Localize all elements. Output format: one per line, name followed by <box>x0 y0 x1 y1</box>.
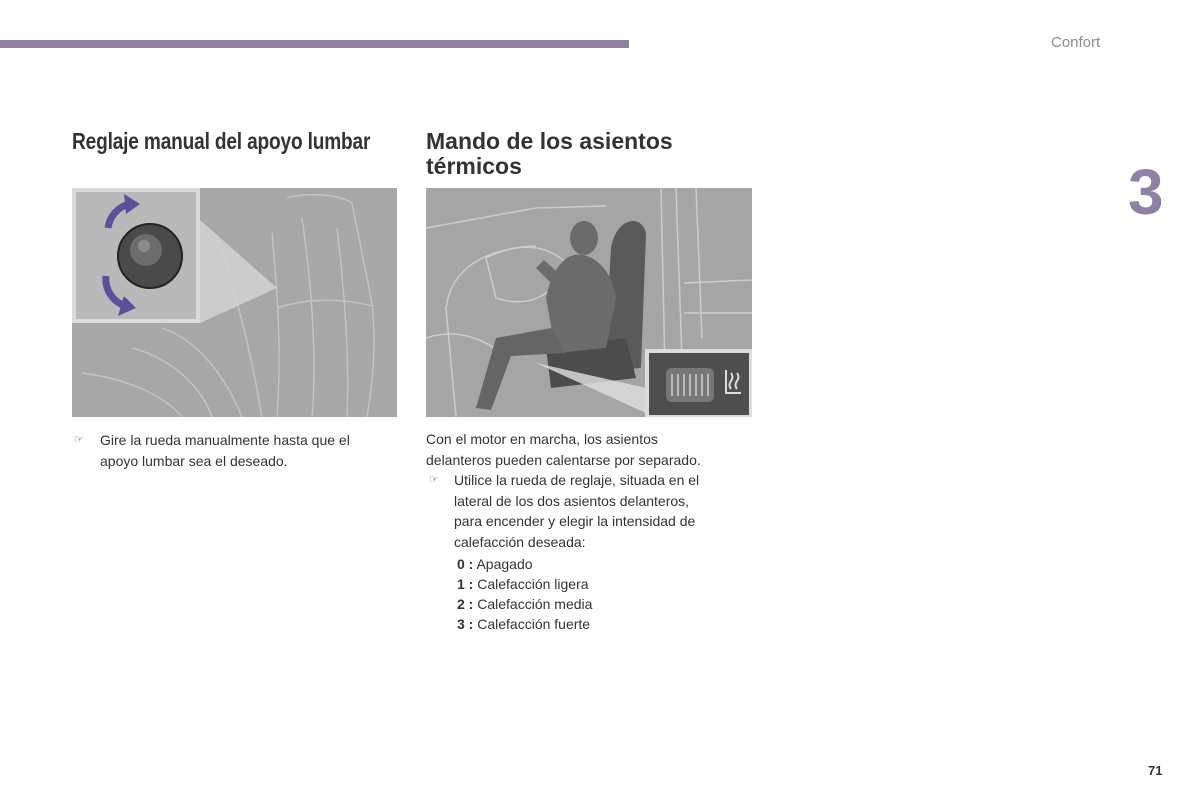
legend-value: Apagado <box>476 556 533 572</box>
legend-key: 1 : <box>457 576 474 592</box>
lumbar-heading: Reglaje manual del apoyo lumbar <box>72 128 371 154</box>
legend-item <box>457 574 589 594</box>
legend-value: Calefacción media <box>477 596 593 612</box>
heated-instruction-line-3: para encender y elegir la intensidad de <box>454 513 696 529</box>
lumbar-illustration <box>72 188 397 417</box>
intro-line-1: Con el motor en marcha, los asientos <box>426 431 658 447</box>
lumbar-knob-icon <box>118 224 182 288</box>
lumbar-instruction-line-2: apoyo lumbar sea el deseado. <box>100 452 288 469</box>
lumbar-instruction-line-1: Gire la rueda manualmente hasta que el <box>100 432 350 448</box>
legend-key: 0 : <box>457 556 474 572</box>
page-number: 71 <box>1148 763 1163 778</box>
heated-seats-heading-line-1: Mando de los asientos <box>426 128 673 154</box>
legend-value: Calefacción ligera <box>477 576 589 592</box>
header-accent-bar <box>0 40 629 48</box>
legend-value: Calefacción fuerte <box>477 616 591 632</box>
bullet-hand-icon: ☞ <box>429 474 439 486</box>
heated-instruction-line-1: Utilice la rueda de reglaje, situada en el <box>454 472 700 488</box>
legend-key: 2 : <box>457 596 474 612</box>
section-name: Confort <box>1051 34 1101 51</box>
heated-seats-heading-line-2: térmicos <box>426 153 522 179</box>
chapter-number: 3 <box>1128 156 1164 228</box>
bullet-hand-icon: ☞ <box>74 434 84 446</box>
intro-line-2: delanteros pueden calentarse por separado. <box>426 451 701 468</box>
legend-item <box>457 594 592 614</box>
heated-seat-illustration <box>426 188 752 417</box>
legend-key: 3 : <box>457 616 474 632</box>
heated-seat-dial-icon <box>666 368 714 402</box>
heated-seats-heading <box>426 129 746 179</box>
legend-item <box>457 614 590 634</box>
heated-instruction-line-2: lateral de los dos asientos delanteros, <box>454 492 690 509</box>
legend-item <box>457 554 533 574</box>
heated-instruction-line-4: calefacción deseada: <box>454 533 586 550</box>
